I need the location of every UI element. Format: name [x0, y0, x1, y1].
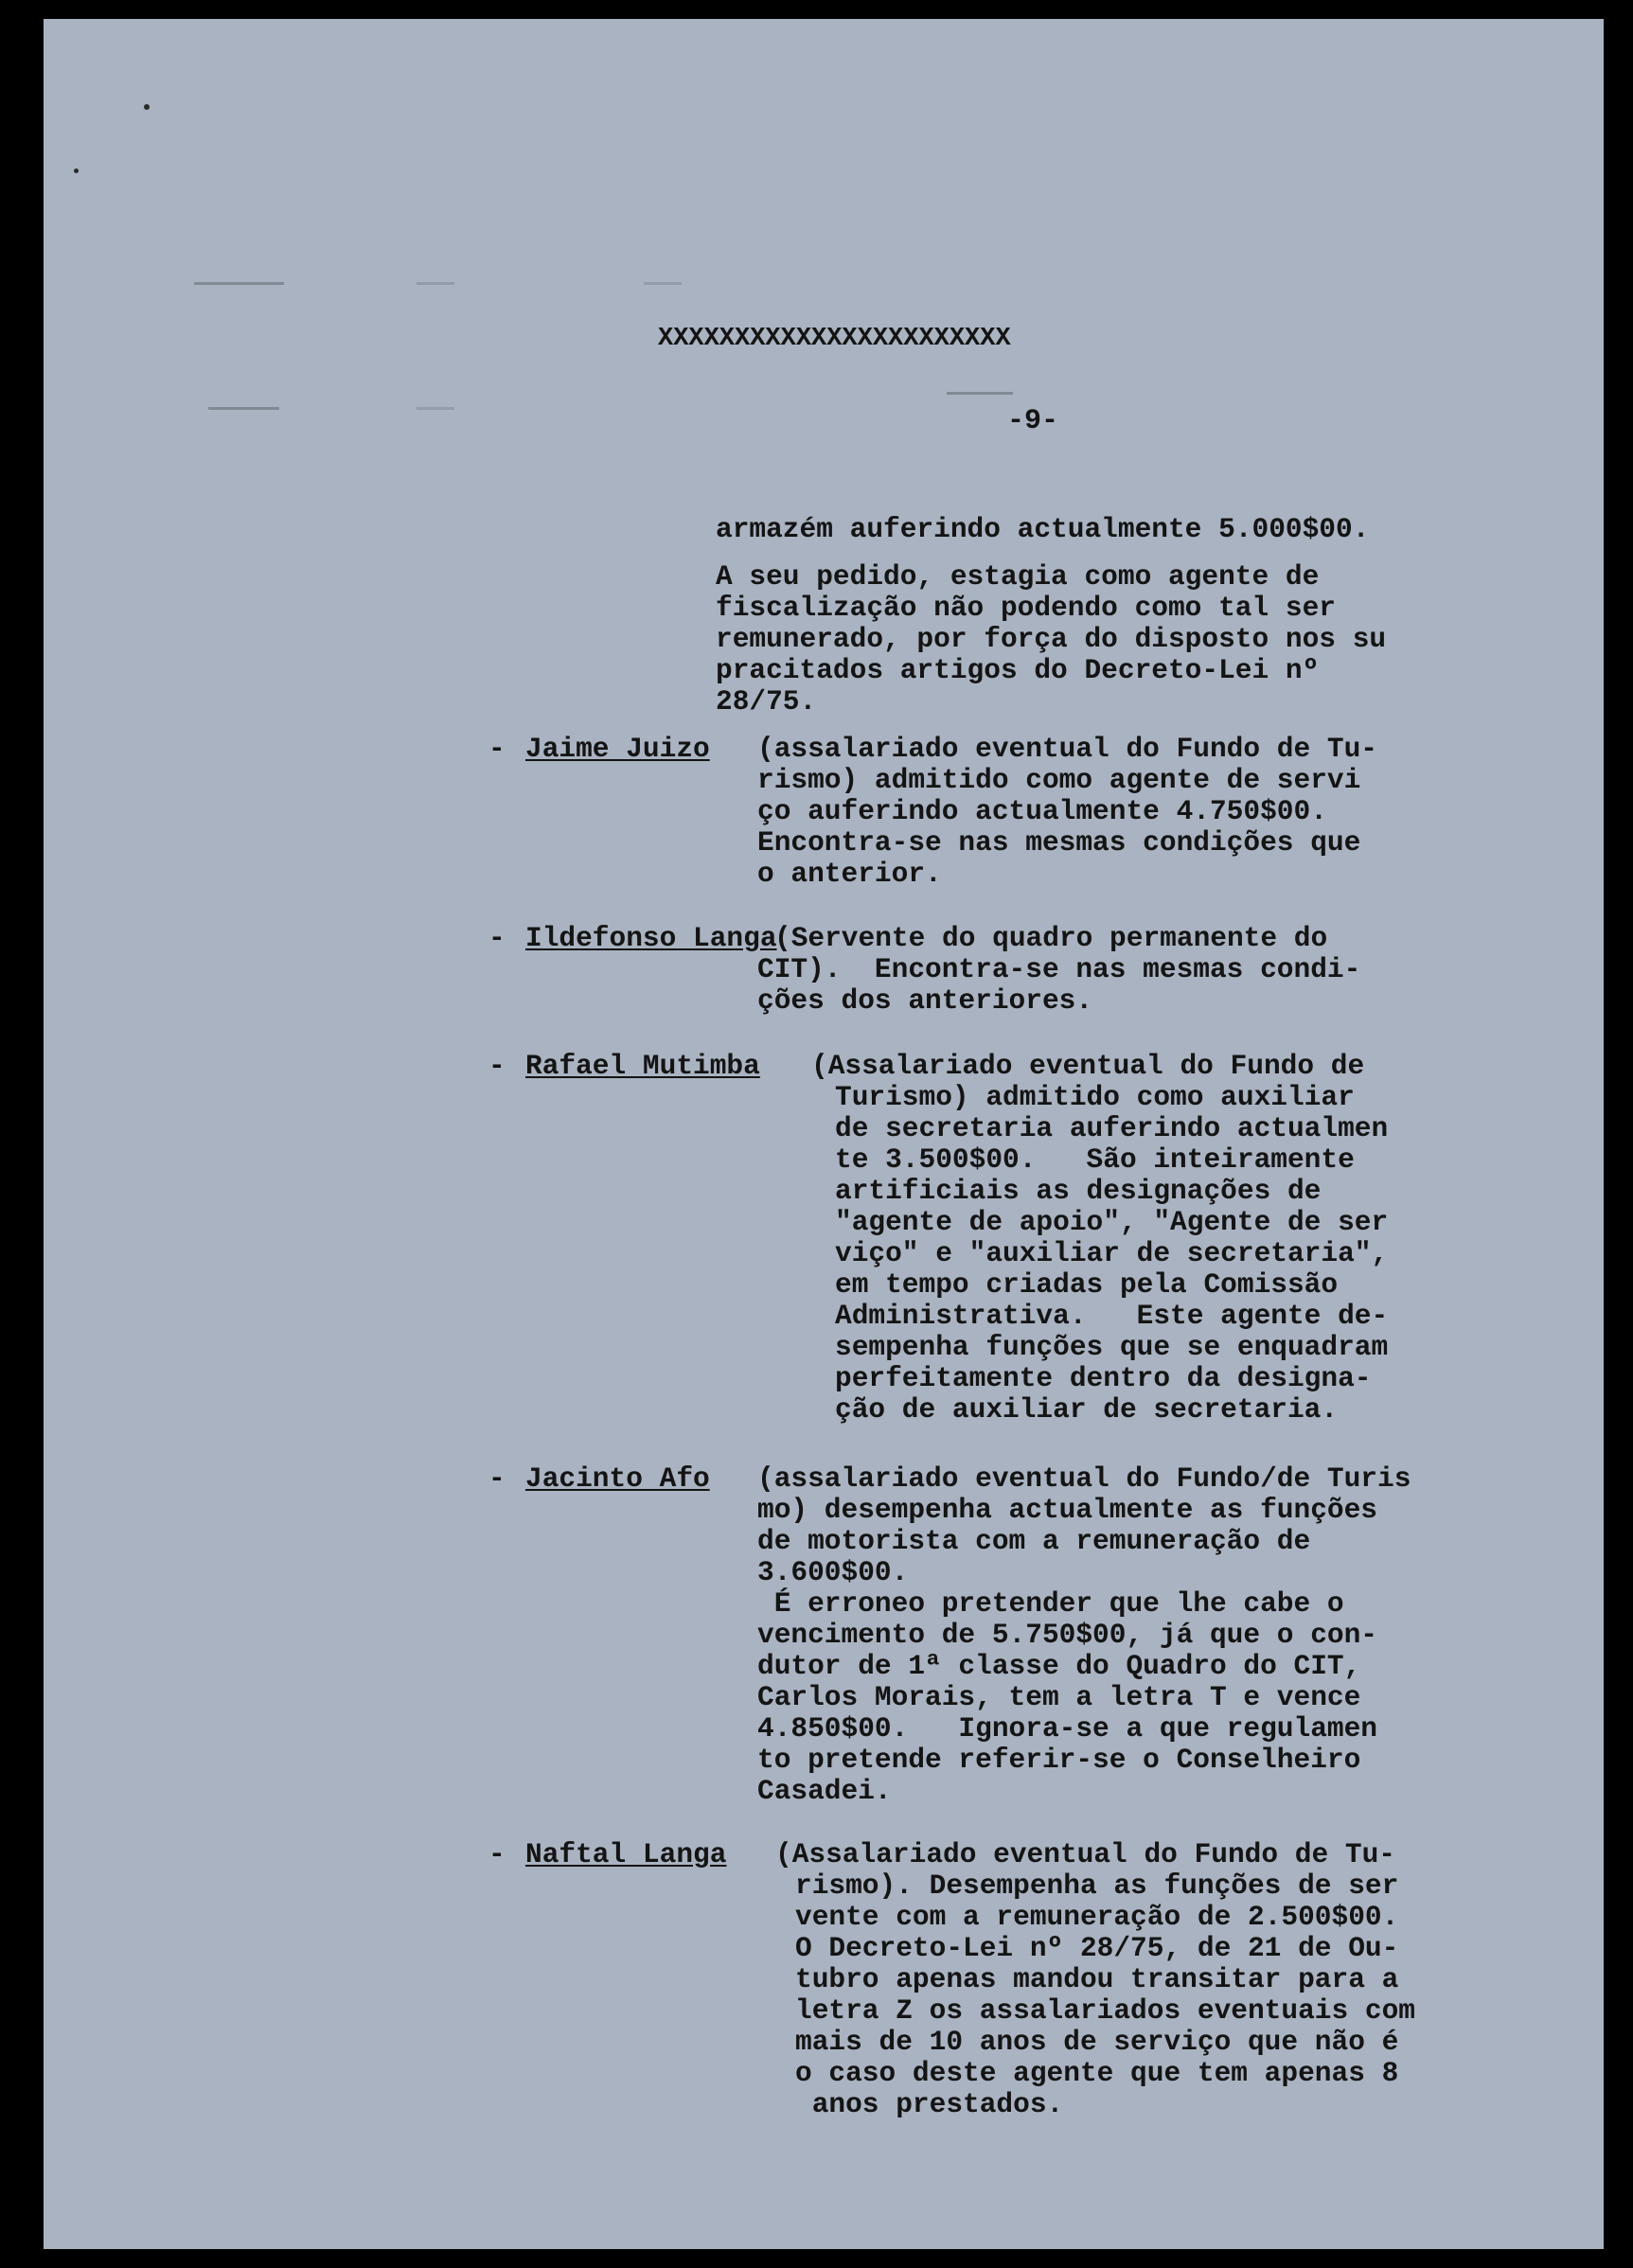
- ink-smudge: [417, 407, 454, 410]
- text-line: (assalariado eventual do Fundo/de Turis: [757, 1462, 1411, 1495]
- text-line: tubro apenas mandou transitar para a: [795, 1963, 1399, 1995]
- struck-header-line: XXXXXXXXXXXXXXXXXXXXXXX: [658, 325, 1011, 353]
- text-line: Turismo) admitido como auxiliar: [835, 1081, 1355, 1113]
- text-line: anos prestados.: [795, 2088, 1064, 2120]
- person-name: Naftal Langa: [525, 1838, 727, 1870]
- text-line: artificiais as designações de: [835, 1175, 1322, 1207]
- text-line: 4.850$00. Ignora-se a que regulamen: [757, 1712, 1378, 1745]
- text-line: É erroneo pretender que lhe cabe o: [757, 1587, 1344, 1620]
- text-line: (Assalariado eventual do Fundo de: [811, 1050, 1365, 1082]
- text-line: armazém auferindo actualmente 5.000$00.: [716, 513, 1370, 545]
- list-dash: -: [488, 1050, 506, 1082]
- text-line: dutor de 1ª classe do Quadro do CIT,: [757, 1650, 1361, 1682]
- text-line: Administrativa. Este agente de-: [835, 1300, 1389, 1332]
- text-line: o caso deste agente que tem apenas 8: [795, 2057, 1399, 2089]
- text-line: remunerado, por força do disposto nos su: [716, 623, 1387, 655]
- text-line: (Assalariado eventual do Fundo de Tu-: [775, 1838, 1396, 1870]
- text-line: O Decreto-Lei nº 28/75, de 21 de Ou-: [795, 1932, 1399, 1964]
- text-line: (Servente do quadro permanente do: [774, 922, 1328, 954]
- text-line: Encontra-se nas mesmas condições que: [757, 826, 1361, 859]
- person-name: Rafael Mutimba: [525, 1050, 760, 1082]
- list-dash: -: [488, 1838, 506, 1870]
- text-line: vente com a remuneração de 2.500$00.: [795, 1901, 1399, 1933]
- list-dash: -: [488, 733, 506, 765]
- person-name: Jaime Juizo: [525, 733, 710, 765]
- text-line: 28/75.: [716, 685, 817, 718]
- text-line: (assalariado eventual do Fundo de Tu-: [757, 733, 1378, 765]
- text-line: te 3.500$00. São inteiramente: [835, 1143, 1355, 1176]
- list-dash: -: [488, 1462, 506, 1495]
- text-line: em tempo criadas pela Comissão: [835, 1268, 1339, 1301]
- text-line: ções dos anteriores.: [757, 984, 1093, 1017]
- text-line: ço auferindo actualmente 4.750$00.: [757, 795, 1327, 827]
- text-line: fiscalização não podendo como tal ser: [716, 592, 1337, 624]
- text-line: perfeitamente dentro da designa-: [835, 1362, 1372, 1394]
- text-line: de motorista com a remuneração de: [757, 1525, 1311, 1557]
- text-line: CIT). Encontra-se nas mesmas condi-: [757, 953, 1361, 985]
- ink-smudge: [947, 392, 1013, 395]
- person-name: Ildefonso Langa: [525, 922, 777, 954]
- text-line: Casadei.: [757, 1775, 892, 1807]
- ink-dot: [144, 104, 150, 110]
- text-line: vencimento de 5.750$00, já que o con-: [757, 1619, 1378, 1651]
- text-line: to pretende referir-se o Conselheiro: [757, 1744, 1361, 1776]
- ink-smudge: [194, 282, 284, 285]
- text-line: mais de 10 anos de serviço que não é: [795, 2026, 1399, 2058]
- text-line: letra Z os assalariados eventuais com: [795, 1994, 1416, 2027]
- text-line: rismo) admitido como agente de servi: [757, 764, 1361, 796]
- text-line: Carlos Morais, tem a letra T e vence: [757, 1681, 1361, 1713]
- ink-dot: [74, 168, 79, 173]
- text-line: de secretaria auferindo actualmen: [835, 1112, 1389, 1144]
- text-line: o anterior.: [757, 858, 942, 890]
- text-line: mo) desempenha actualmente as funções: [757, 1494, 1378, 1526]
- ink-smudge: [417, 282, 454, 285]
- text-line: 3.600$00.: [757, 1556, 909, 1588]
- list-dash: -: [488, 922, 506, 954]
- page-number: -9-: [1007, 405, 1059, 437]
- text-line: A seu pedido, estagia como agente de: [716, 560, 1320, 593]
- text-line: pracitados artigos do Decreto-Lei nº: [716, 654, 1320, 686]
- text-line: rismo). Desempenha as funções de ser: [795, 1869, 1399, 1902]
- text-line: ção de auxiliar de secretaria.: [835, 1393, 1339, 1426]
- ink-smudge: [644, 282, 682, 285]
- text-line: sempenha funções que se enquadram: [835, 1331, 1389, 1363]
- person-name: Jacinto Afo: [525, 1462, 710, 1495]
- text-line: viço" e "auxiliar de secretaria",: [835, 1237, 1389, 1269]
- text-line: "agente de apoio", "Agente de ser: [835, 1206, 1389, 1238]
- ink-smudge: [208, 407, 279, 410]
